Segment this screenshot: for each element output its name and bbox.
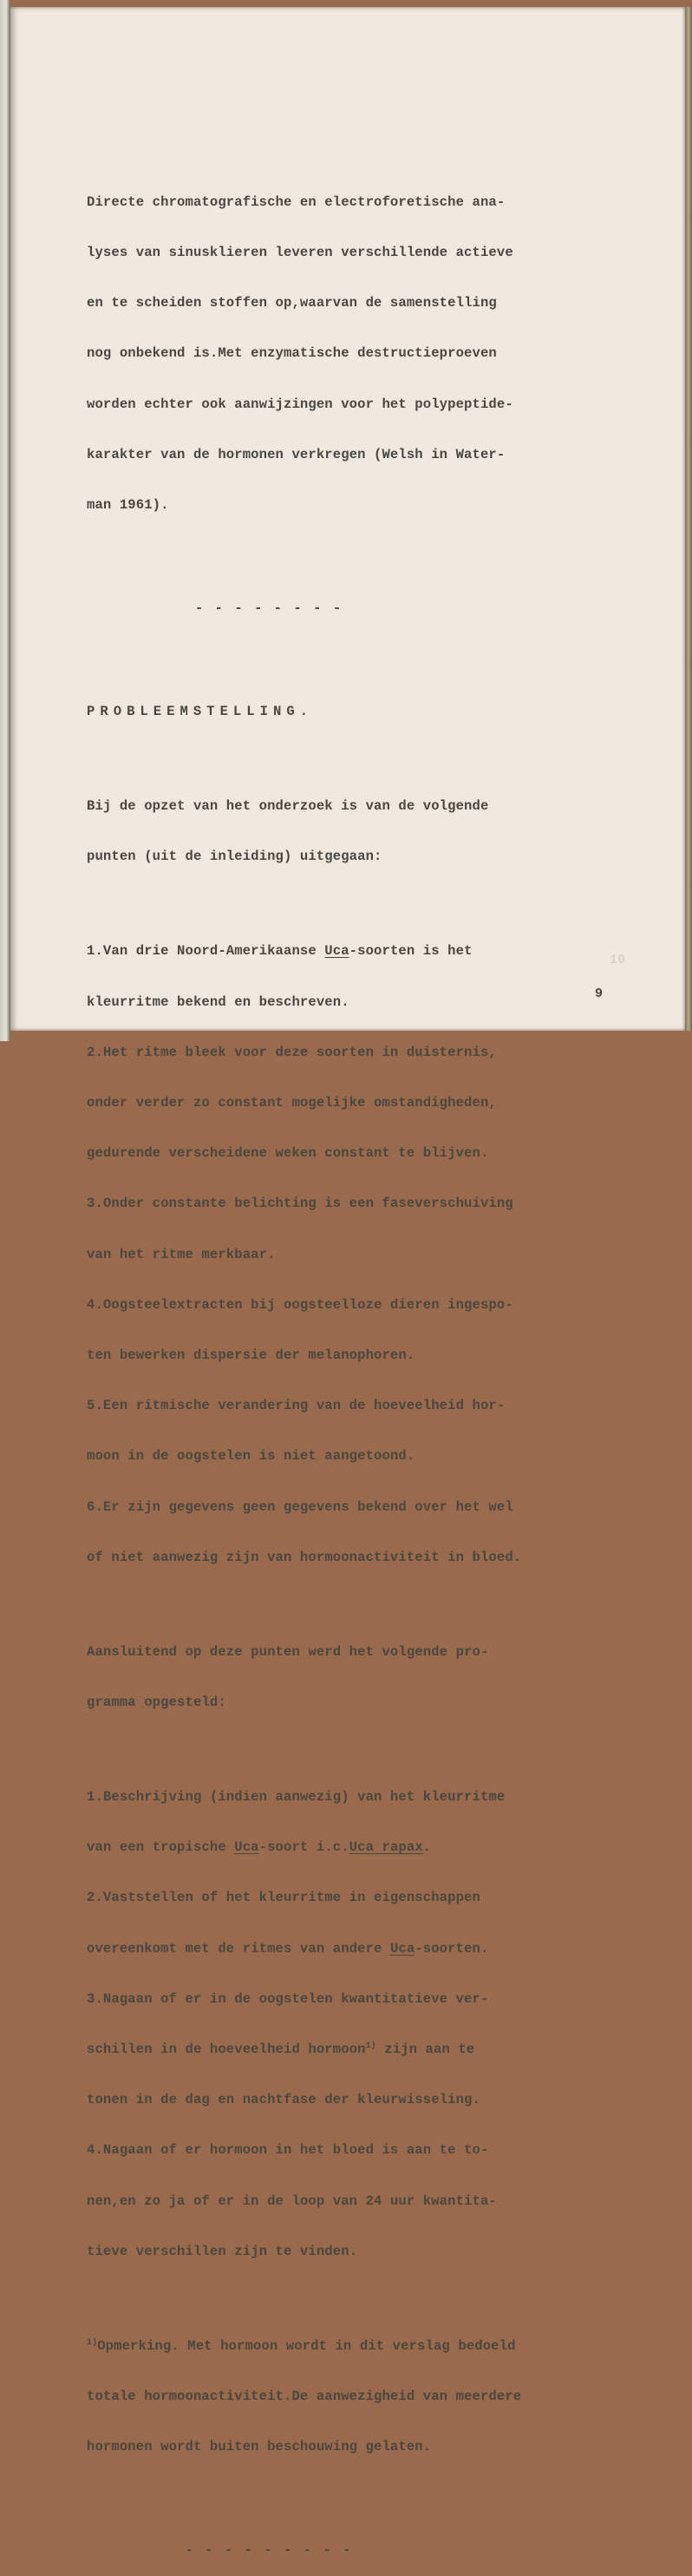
list-item: moon in de oogstelen is niet aangetoond. xyxy=(87,1448,415,1465)
list-item: onder verder zo constant mogelijke omstandigheden, xyxy=(87,1094,497,1111)
species-name: Uca xyxy=(324,943,349,960)
footnote-reference: 1) xyxy=(365,2041,376,2051)
text-line: Aansluitend op deze punten werd het volgende pro- xyxy=(87,1643,489,1660)
footnote: hormonen wordt buiten beschouwing gelaten. xyxy=(87,2439,432,2455)
footnote-marker: 1) xyxy=(87,2337,98,2348)
list-item: 2.Het ritme bleek voor deze soorten in duisternis, xyxy=(87,1044,497,1060)
section-separator: - - - - - - - - xyxy=(194,600,343,617)
list-item: 3.Onder constante belichting is een faseverschuiving xyxy=(87,1196,513,1212)
list-item: 5.Een ritmische verandering van de hoeveelheid hor- xyxy=(87,1398,506,1414)
page-edge-right xyxy=(685,7,692,1031)
program-item: nen,en zo ja of er in de loop van 24 uur kwantita- xyxy=(87,2193,497,2209)
list-item: 4.Oogsteelextracten bij oogsteelloze dieren ingespo- xyxy=(87,1296,513,1313)
species-name: Uca xyxy=(234,1839,259,1856)
text-line: Bij de opzet van het onderzoek is van de volgende xyxy=(87,798,489,815)
text-line: worden echter ook aanwijzingen voor het polypeptide- xyxy=(87,396,513,412)
text-line: punten (uit de inleiding) uitgegaan: xyxy=(87,849,382,865)
footnote: totale hormoonactiviteit.De aanwezigheid van meerdere xyxy=(87,2389,522,2405)
text-line: en te scheiden stoffen op,waarvan de samenstelling xyxy=(87,295,497,311)
text-line: man 1961). xyxy=(87,497,169,514)
list-item: gedurende verscheidene weken constant te blijven. xyxy=(87,1145,489,1162)
bleed-through-page-number: 10 xyxy=(610,953,626,967)
section-heading: PROBLEEMSTELLING. xyxy=(87,704,314,720)
list-item: kleurritme bekend en beschreven. xyxy=(87,993,349,1010)
program-item: 1.Beschrijving (indien aanwezig) van het kleurritme xyxy=(87,1788,506,1805)
section-separator: - - - - - - - - - xyxy=(185,2542,353,2559)
text-line: karakter van de hormonen verkregen (Welsh in Water- xyxy=(87,446,506,462)
list-item: 6.Er zijn gegevens geen gegevens bekend over het wel xyxy=(87,1498,513,1515)
list-item: 1.Van drie Noord-Amerikaanse Uca-soorten is het xyxy=(87,943,473,960)
list-item: ten bewerken dispersie der melanophoren. xyxy=(87,1347,415,1363)
program-item: schillen in de hoeveelheid hormoon$^{1)}$ zijn aan te xyxy=(87,2041,475,2057)
typewritten-body xyxy=(87,161,624,2576)
page-number: 9 xyxy=(595,986,604,1001)
program-item: 2.Vaststellen of het kleurritme in eigenschappen xyxy=(87,1890,480,1906)
species-name: Uca rapax xyxy=(349,1839,423,1856)
species-name: Uca xyxy=(389,1940,415,1957)
program-item: 3.Nagaan of er in de oogstelen kwantitatieve ver- xyxy=(87,1990,489,2007)
text-line: Directe chromatografische en electroforetische ana- xyxy=(87,193,506,210)
program-item: tonen in de dag en nachtfase der kleurwisseling. xyxy=(87,2092,480,2108)
text-line: gramma opgesteld: xyxy=(87,1694,226,1710)
adjacent-page-edge xyxy=(0,0,10,1041)
program-item: 4.Nagaan of er hormoon in het bloed is aan te to- xyxy=(87,2142,489,2159)
list-item: van het ritme merkbaar. xyxy=(87,1246,276,1262)
list-item: of niet aanwezig zijn van hormoonactiviteit in bloed. xyxy=(87,1549,522,1565)
program-item: tieve verschillen zijn te vinden. xyxy=(87,2243,358,2259)
text-line: lyses van sinusklieren leveren verschillende actieve xyxy=(87,245,513,261)
program-item: overeenkomt met de ritmes van andere Uca-soorten. xyxy=(87,1940,489,1957)
footnote: $^{1)}$Opmerking. Met hormoon wordt in dit verslag bedoeld xyxy=(87,2337,516,2354)
text-line: nog onbekend is.Met enzymatische destructieproeven xyxy=(87,345,497,362)
program-item: van een tropische Uca-soort i.c.Uca rapax. xyxy=(87,1839,432,1856)
